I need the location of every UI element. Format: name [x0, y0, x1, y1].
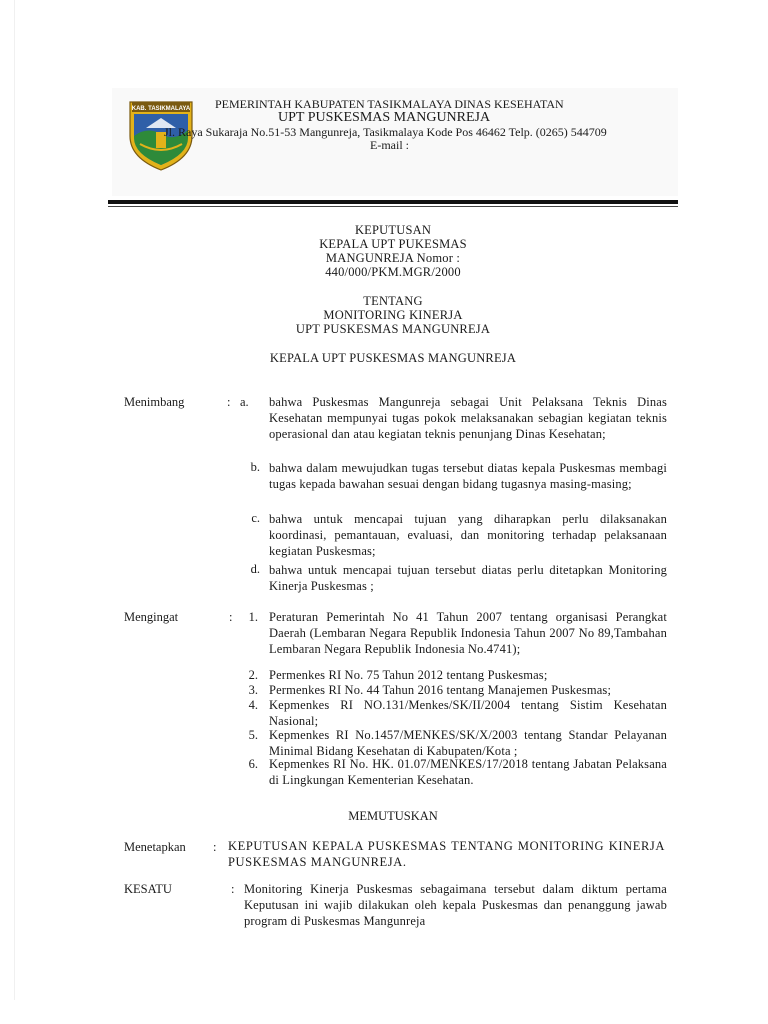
menimbang-mark-d: d.: [250, 562, 260, 576]
decree-subject: MONITORING KINERJA: [323, 308, 463, 322]
mengingat-mark-5: 5.: [248, 728, 258, 742]
decree-authority: KEPALA UPT PUSKESMAS MANGUNREJA: [269, 351, 517, 365]
mengingat-item-5: Kepmenkes RI No.1457/MENKES/SK/X/2003 tentang Standar Pelayanan Minimal Bidang Kesehatan di Kabupaten/Kota ;: [269, 728, 667, 759]
mengingat-mark-2: 2.: [248, 668, 258, 682]
menimbang-mark-b: b.: [250, 460, 260, 474]
letterhead-institution: UPT PUSKESMAS MANGUNREJA: [278, 110, 491, 125]
letterhead-email: E-mail :: [370, 138, 409, 152]
decree-subject-org: UPT PUSKESMAS MANGUNREJA: [295, 322, 491, 336]
mengingat-mark-6: 6.: [248, 757, 258, 771]
menetapkan-colon: :: [213, 840, 217, 854]
mengingat-item-6: Kepmenkes RI No. HK. 01.07/MENKES/17/2018 tentang Jabatan Pelaksana di Lingkungan Kementerian Kesehatan.: [269, 757, 667, 788]
decree-about-label: TENTANG: [363, 294, 423, 308]
decree-issuer: KEPALA UPT PUKESMAS: [319, 237, 467, 251]
menetapkan-text: KEPUTUSAN KEPALA PUSKESMAS TENTANG MONITORING KINERJA PUSKESMAS MANGUNREJA.: [228, 839, 665, 870]
kesatu-colon: :: [231, 882, 235, 896]
letterhead-government: PEMERINTAH KABUPATEN TASIKMALAYA DINAS KESEHATAN: [215, 97, 564, 111]
decree-title: KEPUTUSAN: [354, 223, 432, 237]
kesatu-text: Monitoring Kinerja Puskesmas sebagaimana tersebut dalam diktum pertama Keputusan ini wajib dilakukan oleh kepala Puskesmas dan penanggung jawab program di Puskesmas Mangunreja: [244, 882, 667, 929]
menimbang-mark-c: c.: [251, 511, 260, 525]
page-edge: [14, 0, 15, 1000]
mengingat-item-4: Kepmenkes RI NO.131/Menkes/SK/II/2004 tentang Sistim Kesehatan Nasional;: [269, 698, 667, 729]
memutuskan-heading: MEMUTUSKAN: [348, 809, 438, 823]
mengingat-item-3: Permenkes RI No. 44 Tahun 2016 tentang Manajemen Puskesmas;: [269, 683, 612, 697]
menimbang-colon: :: [227, 395, 231, 409]
menimbang-label: Menimbang: [124, 395, 185, 409]
mengingat-item-1: Peraturan Pemerintah No 41 Tahun 2007 tentang organisasi Perangkat Daerah (Lembaran Negara Republik Indonesia Tahun 2007 No 89,Tambahan Lembaran Negara Republik Indonesia No.4741);: [269, 610, 667, 657]
letterhead-rule-thin: [108, 206, 678, 207]
menimbang-item-a: bahwa Puskesmas Mangunreja sebagai Unit Pelaksana Teknis Dinas Kesehatan mempunyai tugas pokok melaksanakan sebagian kegiatan teknis operasional dan atau kegiatan teknis penunjang Dinas Kesehatan;: [269, 395, 667, 442]
decree-number: 440/000/PKM.MGR/2000: [325, 265, 461, 279]
decree-issuer-number-label: MANGUNREJA Nomor :: [325, 251, 461, 265]
mengingat-mark-1: 1.: [248, 610, 258, 624]
menimbang-mark-a: a.: [240, 395, 249, 409]
mengingat-mark-3: 3.: [248, 683, 258, 697]
mengingat-item-2: Permenkes RI No. 75 Tahun 2012 tentang Puskesmas;: [269, 668, 548, 682]
menimbang-item-b: bahwa dalam mewujudkan tugas tersebut diatas kepala Puskesmas membagi tugas kepada bawahan sesuai dengan bidang tugasnya masing-masing;: [269, 461, 667, 492]
mengingat-label: Mengingat: [124, 610, 179, 624]
letterhead-address: Jl. Raya Sukaraja No.51-53 Mangunreja, Tasikmalaya Kode Pos 46462 Telp. (0265) 544709: [164, 125, 607, 139]
menimbang-item-d: bahwa untuk mencapai tujuan tersebut diatas perlu ditetapkan Monitoring Kinerja Puskesmas ;: [269, 563, 667, 594]
logo-caption: KAB. TASIKMALAYA: [131, 106, 191, 112]
mengingat-colon: :: [229, 610, 233, 624]
kesatu-label: KESATU: [124, 882, 172, 896]
menimbang-item-c: bahwa untuk mencapai tujuan yang diharapkan perlu dilaksanakan koordinasi, pemantauan, evaluasi, dan monitoring terhadap pelaksanaan kegiatan Puskesmas;: [269, 512, 667, 559]
letterhead-rule-thick: [108, 200, 678, 204]
mengingat-mark-4: 4.: [248, 698, 258, 712]
menetapkan-label: Menetapkan: [124, 840, 186, 854]
